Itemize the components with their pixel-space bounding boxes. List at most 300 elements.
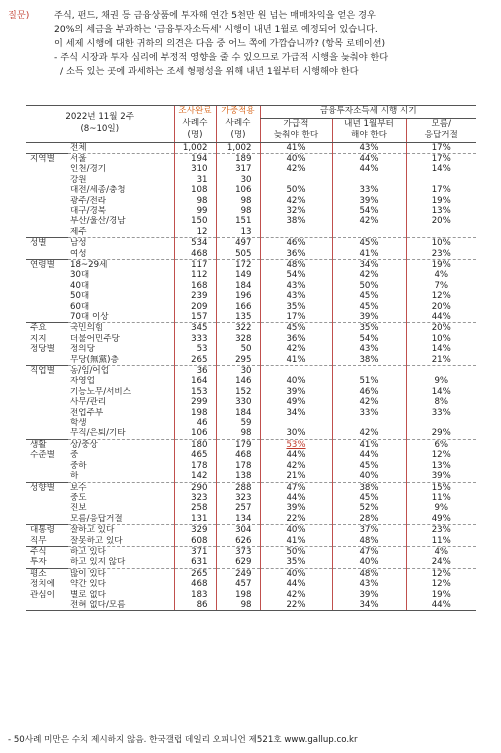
option2-value: 43% [332,579,406,589]
table-row [26,579,476,589]
group-label: 수준별 [30,450,55,461]
option3-value: 33% [406,408,476,418]
option3-value: 19% [406,259,476,270]
option2-value: 50% [332,281,406,291]
weighted-count: 178 [216,461,260,471]
weighted-count: 134 [216,514,260,525]
period-label: 2022년 11월 2주 [65,112,135,123]
sample-count: 371 [174,546,216,557]
weighted-count: 59 [216,418,260,428]
option2-value: 42% [332,216,406,226]
option2-value [332,227,406,238]
option1-value [260,418,332,428]
row-label: 모름/응답거절 [70,513,123,524]
table-row [26,142,476,153]
row-label: 중하 [70,460,87,471]
table-row [26,387,476,397]
group-label [26,216,68,226]
table-row [26,334,476,344]
sample-count: 290 [174,482,216,493]
weighted-count: 184 [216,408,260,418]
table-row [26,546,476,557]
option1-sub-header: 늦춰야 한다 [260,130,332,142]
row-label: 30대 [70,270,90,281]
option2-value: 41% [332,249,406,260]
option2-value: 39% [332,590,406,600]
weighted-count: 468 [216,450,260,460]
table-row [26,408,476,418]
option2-value: 45% [332,493,406,503]
row-label: 무당(無黨)층 [70,354,119,365]
option3-value: 12% [406,291,476,301]
option1-value: 42% [260,344,332,354]
table-row [26,291,476,301]
group-label: 정당별 [30,344,55,355]
option1-value: 34% [260,408,332,418]
option3-value: 12% [406,450,476,460]
sample-count: 333 [174,334,216,344]
option3-value: 14% [406,344,476,354]
option3-sub-header: 응답거절 [406,130,476,142]
option2-value [332,175,406,185]
unit1-header: (명) [174,130,216,142]
sample-count: 299 [174,397,216,407]
weighted-count: 1,002 [216,142,260,153]
sample-count: 608 [174,536,216,547]
option3-value: 13% [406,206,476,216]
option2-value [332,418,406,428]
option3-value: 24% [406,557,476,568]
option1-value: 40% [260,376,332,386]
row-label: 광주/전라 [70,195,107,206]
row-label: 중 [70,450,79,461]
sample-count: 142 [174,471,216,482]
option3-value: 9% [406,503,476,513]
group-label [26,270,68,280]
weighted-count: 198 [216,590,260,600]
option3-value: 15% [406,482,476,493]
table-row [26,302,476,312]
sample-count: 265 [174,568,216,579]
option3-value: 44% [406,600,476,611]
sample-count: 86 [174,600,216,611]
weighted-count: 328 [216,334,260,344]
option1-value: 48% [260,259,332,270]
weighted-count: 317 [216,164,260,174]
option2-value: 33% [332,185,406,195]
group-label [26,428,68,439]
results-body [26,142,476,611]
table-row [26,471,476,482]
base2-top-header: 가중적용 [216,106,260,119]
sample-count: 534 [174,238,216,249]
sample-count: 153 [174,387,216,397]
sample-count: 631 [174,557,216,568]
option3-value: 4% [406,270,476,280]
sample-count: 168 [174,281,216,291]
row-label: 무직/은퇴/기타 [70,428,126,439]
option1-value: 46% [260,238,332,249]
option3-value: 14% [406,387,476,397]
group-label: 생활 [26,439,68,450]
table-row [26,428,476,439]
group-label: 지역별 [26,153,68,164]
weighted-count: 151 [216,216,260,226]
option1-value: 40% [260,153,332,164]
row-label: 70대 이상 [70,312,109,322]
option3-value: 10% [406,238,476,249]
group-label [26,206,68,216]
row-label: 별로 없다 [70,589,106,600]
option1-value: 53% [260,439,332,450]
table-row [26,259,476,270]
row-label: 대전/세종/충청 [70,185,126,196]
group-label [26,175,68,185]
weighted-count: 457 [216,579,260,589]
weighted-count: 98 [216,206,260,216]
sample-count: 150 [174,216,216,226]
option3-value: 8% [406,397,476,407]
option2-value: 41% [332,439,406,450]
option3-value: 19% [406,196,476,206]
option3-value: 7% [406,281,476,291]
table-row [26,366,476,377]
option1-value: 39% [260,387,332,397]
row-label: 잘못하고 있다 [70,535,123,546]
option1-value: 42% [260,461,332,471]
table-row [26,450,476,460]
sample-count: 468 [174,249,216,260]
option3-value: 20% [406,302,476,312]
row-label: 전혀 없다/모름 [68,600,174,611]
sample-count: 157 [174,312,216,323]
weighted-count: 373 [216,546,260,557]
row-label: 하고 있지 않다 [70,557,126,568]
sample-count: 329 [174,525,216,536]
option2-value: 38% [332,355,406,366]
weighted-count: 196 [216,291,260,301]
sample-count: 178 [174,461,216,471]
option1-value: 41% [260,536,332,547]
row-label: 자영업 [70,376,95,387]
group-label [26,600,68,611]
question-line: - 주식 시장과 투자 심리에 부정적 영향을 줄 수 있으므로 가급적 시행을 늦춰야 한다 [54,52,389,63]
sample-count: 180 [174,439,216,450]
option2-value: 34% [332,259,406,270]
option3-value [406,418,476,428]
table-row [26,503,476,513]
option2-value: 46% [332,387,406,397]
row-label: 국민의힘 [68,323,174,334]
option2-value: 28% [332,514,406,525]
sample-count: 265 [174,355,216,366]
weighted-count: 257 [216,503,260,513]
option1-value: 21% [260,471,332,482]
base2-header: 사례수 [216,118,260,130]
weighted-count: 189 [216,153,260,164]
option2-value: 37% [332,525,406,536]
option1-value: 32% [260,206,332,216]
option2-value: 54% [332,206,406,216]
option1-value [260,227,332,238]
sample-count: 131 [174,514,216,525]
option3-value: 9% [406,376,476,386]
weighted-count: 152 [216,387,260,397]
sample-count: 258 [174,503,216,513]
option3-value: 49% [406,514,476,525]
sample-count: 98 [174,196,216,206]
option1-value: 22% [260,600,332,611]
sample-count: 164 [174,376,216,386]
option3-value [406,366,476,377]
group-label: 주요 [26,323,68,334]
sample-count: 36 [174,366,216,377]
weighted-count: 323 [216,493,260,503]
group-label: 성향별 [26,482,68,493]
option3-value: 29% [406,428,476,439]
option1-value: 35% [260,557,332,568]
option2-value: 42% [332,428,406,439]
option2-value: 34% [332,600,406,611]
sample-count: 239 [174,291,216,301]
option2-value: 45% [332,291,406,301]
group-label [26,281,68,291]
group-label [26,376,68,386]
row-label: 하고 있다 [68,546,174,557]
table-row [26,514,476,525]
weighted-count: 166 [216,302,260,312]
option2-value: 44% [332,164,406,174]
option2-value: 48% [332,536,406,547]
weighted-count: 626 [216,536,260,547]
option3-value: 12% [406,579,476,589]
row-label: 전체 [70,142,87,153]
group-label [26,185,68,195]
option3-value: 11% [406,493,476,503]
option3-value: 20% [406,323,476,334]
row-label: 부산/울산/경남 [70,216,126,227]
group-label: 대통령 [26,525,68,536]
option2-value: 51% [332,376,406,386]
option3-value: 23% [406,249,476,260]
option1-value: 17% [260,312,332,323]
question-line: / 소득 있는 곳에 과세하는 조세 형평성을 위해 내년 1월부터 시행해야 한다 [60,66,359,77]
row-label: 대구/경북 [70,205,107,216]
weighted-count: 304 [216,525,260,536]
question-line: 이 세제 시행에 대한 귀하의 의견은 다음 중 어느 쪽에 가깝습니까? (항목 로테이션) [54,38,386,49]
sample-count: 53 [174,344,216,354]
option1-value: 43% [260,291,332,301]
sample-count: 1,002 [174,142,216,153]
option2-value: 44% [332,153,406,164]
weighted-count: 330 [216,397,260,407]
row-label: 50대 [70,291,90,302]
group-label [26,397,68,407]
table-row [26,164,476,174]
option3-header: 모름/ [406,118,476,130]
row-label: 정의당 [70,344,95,355]
weighted-count: 322 [216,323,260,334]
table-row [26,397,476,407]
option1-value: 44% [260,450,332,460]
sample-count: 345 [174,323,216,334]
row-label: 하 [70,471,79,482]
option1-value: 41% [260,355,332,366]
option2-value [332,366,406,377]
sample-count: 310 [174,164,216,174]
table-row [26,216,476,226]
option1-value: 54% [260,270,332,280]
option3-value: 44% [406,312,476,323]
row-label: 서울 [68,153,174,164]
weighted-count: 98 [216,428,260,439]
weighted-count: 288 [216,482,260,493]
option1-value: 42% [260,196,332,206]
weighted-count: 50 [216,344,260,354]
sample-count: 468 [174,579,216,589]
row-label: 학생 [70,418,87,429]
question-line: 주식, 펀드, 채권 등 금융상품에 투자해 연간 5천만 원 넘는 매매차익을 얻은 경우 [54,10,376,21]
option3-value: 6% [406,439,476,450]
row-label: 진보 [70,503,87,514]
option3-value: 17% [406,153,476,164]
sample-count: 323 [174,493,216,503]
group-label: 정치에 [30,579,55,590]
weighted-count: 30 [216,366,260,377]
row-label: 약간 있다 [70,579,106,590]
table-row [26,482,476,493]
sample-count: 108 [174,185,216,195]
group-label [26,514,68,525]
sample-count: 209 [174,302,216,312]
row-label: 60대 [70,301,90,312]
row-label: 인천/경기 [70,164,107,175]
option1-header: 가급적 [260,118,332,130]
table-row [26,270,476,280]
row-label: 남성 [68,238,174,249]
table-row [26,344,476,354]
row-label: 보수 [68,482,174,493]
option2-value: 45% [332,461,406,471]
option1-value: 42% [260,590,332,600]
group-label [26,291,68,301]
option1-value: 47% [260,482,332,493]
option2-value: 42% [332,397,406,407]
group-label [26,471,68,482]
row-label: 강원 [70,174,87,185]
weighted-count: 505 [216,249,260,260]
group-label [26,355,68,366]
option3-value: 20% [406,216,476,226]
table-row [26,249,476,260]
option1-value: 30% [260,428,332,439]
table-row [26,206,476,216]
weighted-count: 146 [216,376,260,386]
group-label [26,227,68,238]
table-row [26,175,476,185]
option3-value [406,227,476,238]
option3-value: 21% [406,355,476,366]
group-label [26,312,68,323]
sample-count: 99 [174,206,216,216]
option3-value [406,175,476,185]
option2-value: 39% [332,196,406,206]
period-header [26,106,174,143]
group-label: 직업별 [26,366,68,377]
group-label: 투자 [30,557,47,568]
table-row [26,418,476,428]
sample-count: 194 [174,153,216,164]
sample-count: 12 [174,227,216,238]
group-label [26,493,68,503]
weighted-count: 172 [216,259,260,270]
option3-value: 14% [406,164,476,174]
sample-count: 112 [174,270,216,280]
table-row [26,439,476,450]
weighted-count: 149 [216,270,260,280]
table-row [26,153,476,164]
row-label: 제주 [70,226,87,237]
option1-value: 38% [260,216,332,226]
option1-value: 43% [260,281,332,291]
option2-value: 47% [332,546,406,557]
table-row [26,590,476,600]
weighted-count: 184 [216,281,260,291]
group-label [26,196,68,206]
option1-value: 49% [260,397,332,407]
option2-value: 44% [332,450,406,460]
group-title-header: 금융투자소득세 시행 시기 [260,106,476,119]
option2-value: 38% [332,482,406,493]
option2-value: 43% [332,344,406,354]
group-label [26,142,68,153]
option2-value: 42% [332,270,406,280]
option1-value: 42% [260,164,332,174]
sample-count: 198 [174,408,216,418]
option1-value: 50% [260,185,332,195]
row-label: 중도 [70,492,87,503]
option2-value: 45% [332,238,406,249]
row-label: 40대 [70,280,90,291]
group-label: 주식 [26,546,68,557]
row-label: 전업주부 [70,407,104,418]
option3-value: 11% [406,536,476,547]
group-label [26,418,68,428]
row-label: 여성 [70,248,87,259]
row-label: 상/중상 [68,439,174,450]
row-label: 기능노무/서비스 [70,386,132,397]
table-row [26,493,476,503]
option2-value: 43% [332,142,406,153]
group-label [26,503,68,513]
option1-value: 44% [260,493,332,503]
group-label [26,164,68,174]
question-label: 질문) [8,10,30,21]
row-label: 사무/관리 [70,397,107,408]
option1-value: 40% [260,568,332,579]
option2-value: 33% [332,408,406,418]
sample-count: 31 [174,175,216,185]
group-label [26,461,68,471]
footnote: - 50사례 미만은 수치 제시하지 않음. 한국갤럽 데일리 오피니언 제521호 www.gallup.co.kr [8,735,358,745]
weighted-count: 138 [216,471,260,482]
table-row [26,323,476,334]
option1-value: 36% [260,249,332,260]
option1-value: 22% [260,514,332,525]
option1-value: 39% [260,503,332,513]
weighted-count: 98 [216,196,260,206]
weighted-count: 135 [216,312,260,323]
